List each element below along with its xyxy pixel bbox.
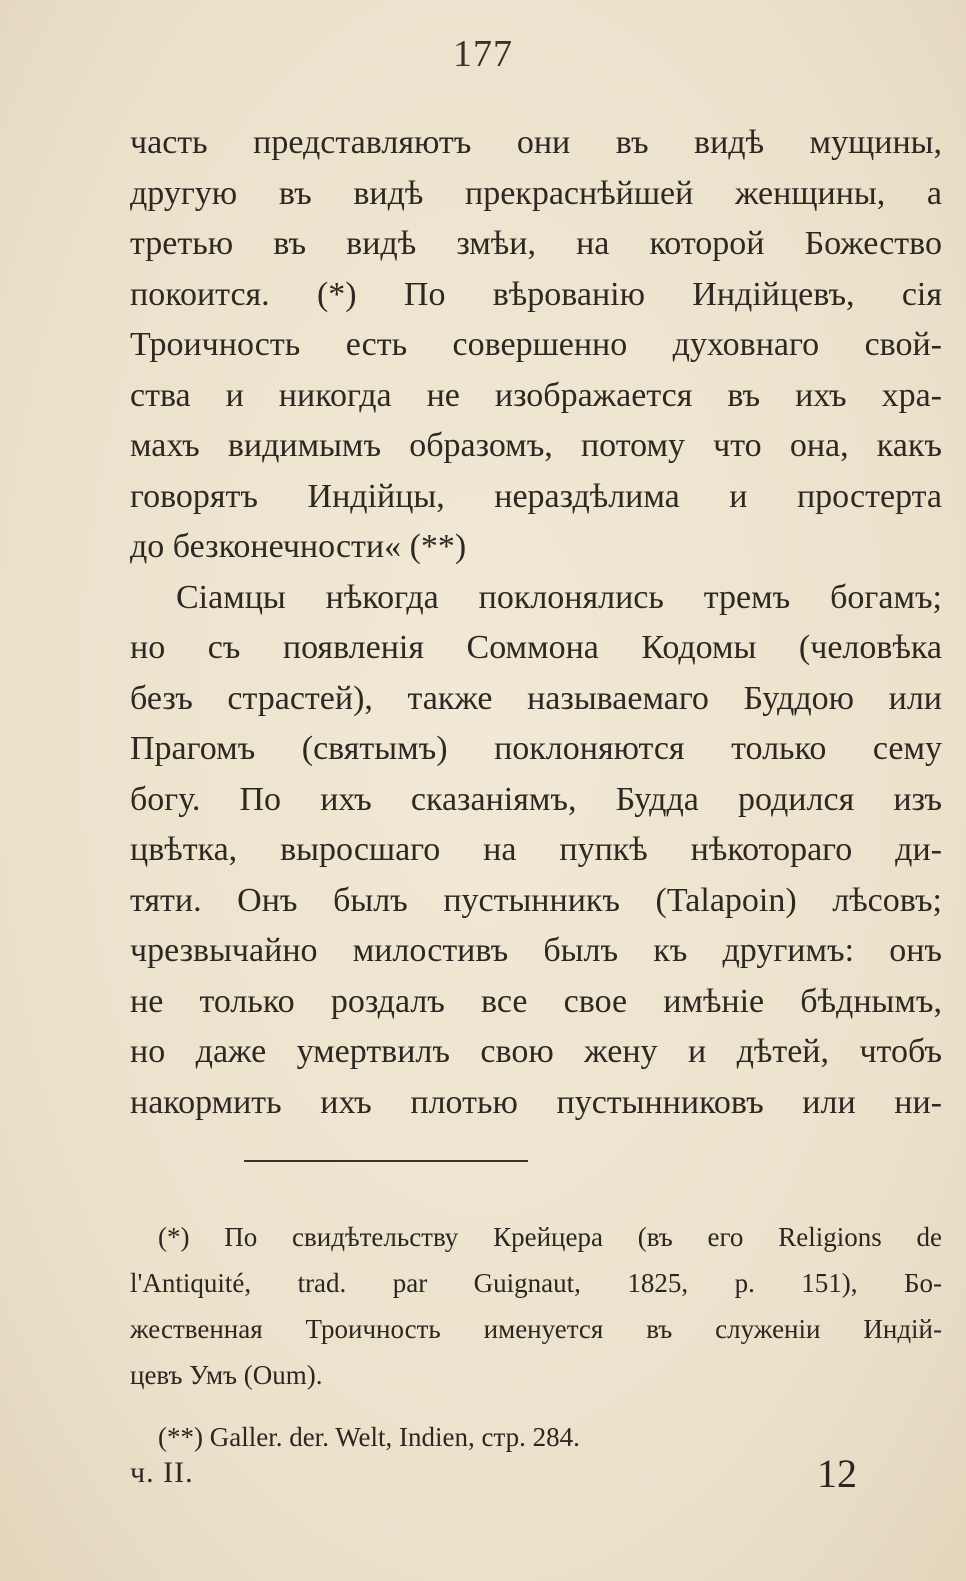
text-line: другую въ видѣ прекраснѣйшей женщины, а [130, 174, 942, 212]
footnote-line: (**) Galler. der. Welt, Indien, стр. 284. [158, 1422, 580, 1452]
text-line: но съ появленія Соммона Кодомы (человѣка [130, 629, 942, 666]
text-line: третью въ видѣ змѣи, на которой Божество [130, 225, 942, 262]
text-line: ства и никогда не изображается въ ихъ хра- [130, 376, 942, 414]
text-line: цвѣтка, выросшаго на пупкѣ нѣкотораго ди- [130, 831, 942, 868]
footnote-line: жественная Троичность именуется въ служеніи Индій- [130, 1314, 942, 1344]
footnote-gap [130, 1398, 942, 1414]
text-line: до безконечности« (**) [130, 528, 467, 565]
text-line: Троичность есть совершенно духовнаго свой- [130, 326, 942, 363]
sheet-number: 12 [817, 1451, 857, 1496]
signature-mark: ч. II. [130, 1456, 194, 1489]
text-line: тяти. Онъ былъ пустынникъ (Talapoin) лѣсовъ; [130, 881, 942, 919]
footnote-line: цевъ Умъ (Oum). [130, 1360, 323, 1390]
page-number: 177 [453, 33, 513, 75]
text-line: говорятъ Индійцы, нераздѣлима и простерта [130, 477, 942, 515]
text-line: чрезвычайно милостивъ былъ къ другимъ: онъ [130, 932, 942, 969]
text-line: богу. По ихъ сказаніямъ, Будда родился изъ [130, 780, 942, 818]
text-line: покоится. (*) По вѣрованію Индійцевъ, сія [130, 275, 942, 313]
main-text [130, 118, 942, 1128]
footnotes [130, 1214, 942, 1460]
text-line: махъ видимымъ образомъ, потому что она, какъ [130, 427, 942, 464]
text-line: накормить ихъ плотью пустынниковъ или ни- [130, 1083, 942, 1121]
footnote-line: (*) По свидѣтельству Крейцера (въ его Religions de [158, 1222, 942, 1252]
footnote-line: l'Antiquité, trad. par Guignaut, 1825, p. 151), Бо- [130, 1268, 942, 1298]
footnote-separator [244, 1160, 528, 1162]
footnote-1 [130, 1214, 942, 1398]
text-line: Прагомъ (святымъ) поклоняются только сему [130, 730, 942, 767]
text-line: часть представляютъ они въ видѣ мущины, [130, 124, 942, 161]
text-line: но даже умертвилъ свою жену и дѣтей, чтобъ [130, 1033, 942, 1070]
text-line: Сіамцы нѣкогда поклонялись тремъ богамъ; [176, 578, 942, 616]
text-line: не только роздалъ все свое имѣніе бѣднымъ, [130, 982, 942, 1020]
text-line: безъ страстей), также называемаго Буддою или [130, 679, 942, 717]
